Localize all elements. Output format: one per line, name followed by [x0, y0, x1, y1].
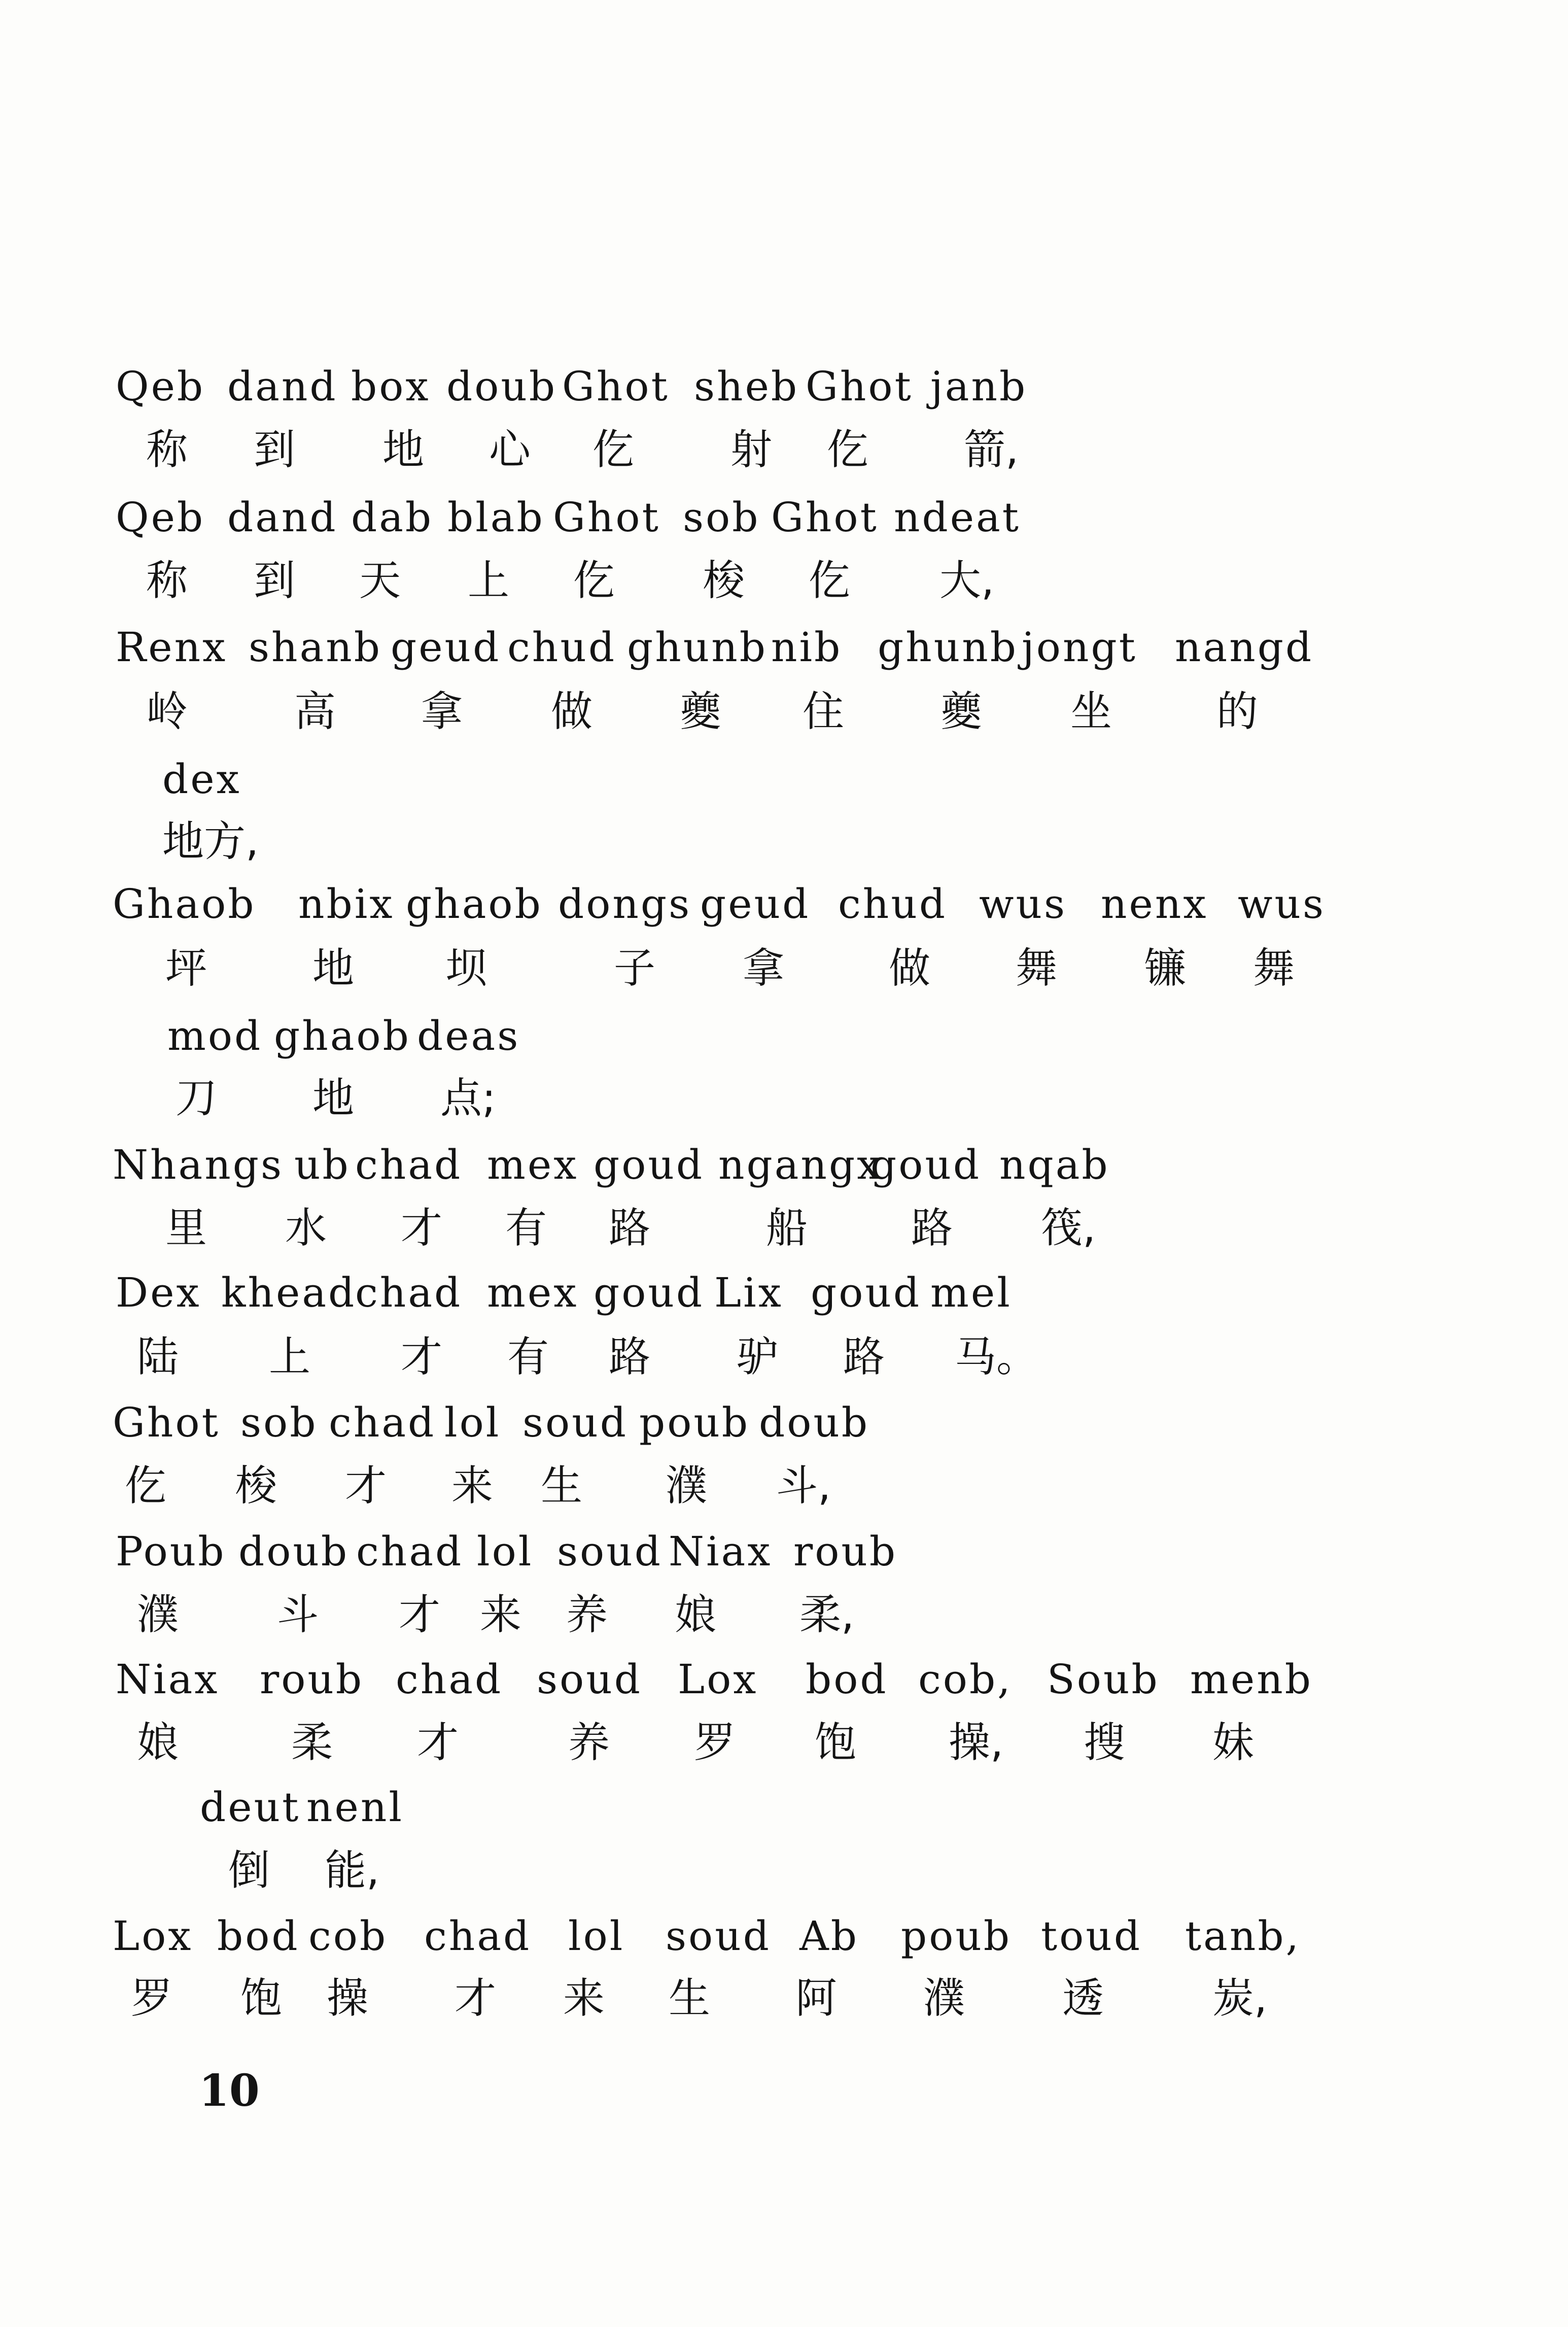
chinese-gloss-word: 濮 — [923, 1974, 965, 2023]
romanized-word: cob, — [918, 1656, 1013, 1703]
romanized-word: Renx — [116, 624, 228, 671]
chinese-gloss-word: 能, — [325, 1846, 380, 1895]
chinese-gloss-word: 娘 — [675, 1591, 717, 1639]
romanized-word: ngangx — [718, 1141, 882, 1188]
chinese-gloss-word: 到 — [254, 426, 296, 474]
chinese-gloss-word: 罗 — [131, 1974, 173, 2023]
chinese-gloss-word: 上 — [468, 557, 510, 605]
romanized-word: mod — [167, 1012, 263, 1059]
chinese-gloss-word: 水 — [285, 1204, 327, 1252]
chinese-gloss-word: 仡 — [827, 426, 869, 474]
chinese-gloss-word: 养 — [568, 1719, 610, 1767]
romanized-word: Niax — [116, 1656, 220, 1703]
romanized-word: nangd — [1175, 624, 1314, 671]
chinese-gloss-word: 拿 — [421, 688, 463, 736]
romanized-word: chad — [355, 1269, 463, 1316]
romanized-word: ub — [294, 1141, 351, 1188]
romanized-word: mel — [930, 1269, 1012, 1316]
romanized-word: nenx — [1101, 880, 1208, 928]
chinese-gloss-word: 称 — [146, 426, 188, 474]
romanized-word: sob — [240, 1399, 318, 1446]
romanized-word: nenl — [306, 1784, 404, 1831]
romanized-word: roub — [260, 1656, 364, 1703]
romanized-word: Dex — [116, 1269, 201, 1316]
chinese-gloss-word: 陆 — [137, 1333, 179, 1381]
romanized-word: toud — [1041, 1912, 1142, 1960]
chinese-gloss-word: 饱 — [240, 1974, 283, 2023]
romanized-word: menb — [1190, 1656, 1313, 1703]
romanized-word: chad — [329, 1399, 436, 1446]
chinese-gloss-word: 斗 — [277, 1591, 319, 1639]
romanized-word: dex — [162, 756, 241, 803]
chinese-gloss-word: 濮 — [137, 1591, 179, 1639]
romanized-word: Qeb — [116, 494, 205, 541]
chinese-gloss-word: 操 — [327, 1974, 369, 2023]
romanized-word: goud — [870, 1141, 982, 1188]
romanized-word: soud — [522, 1399, 628, 1446]
chinese-gloss-word: 倒 — [228, 1846, 270, 1895]
romanized-word: Ghot — [806, 363, 913, 410]
chinese-gloss-word: 阿 — [795, 1974, 838, 2023]
chinese-gloss-word: 射 — [730, 426, 773, 474]
romanized-word: poub — [901, 1912, 1012, 1960]
romanized-word: soud — [557, 1528, 663, 1575]
romanized-word: Poub — [116, 1528, 226, 1575]
romanized-word: soud — [537, 1656, 642, 1703]
chinese-gloss-word: 筏, — [1041, 1204, 1096, 1252]
romanized-word: Nhangs — [113, 1141, 284, 1188]
romanized-word: janb — [930, 363, 1028, 410]
chinese-gloss-word: 岭 — [146, 688, 188, 736]
romanized-word: ghunb — [878, 624, 1018, 671]
romanized-word: mex — [487, 1269, 579, 1316]
chinese-gloss-word: 心 — [489, 426, 531, 474]
chinese-gloss-word: 炭, — [1212, 1974, 1268, 2023]
chinese-gloss-word: 柔, — [799, 1591, 855, 1639]
chinese-gloss-word: 才 — [345, 1462, 387, 1510]
chinese-gloss-word: 高 — [294, 688, 336, 736]
chinese-gloss-word: 天 — [359, 557, 401, 605]
chinese-gloss-word: 坪 — [165, 944, 207, 993]
chinese-gloss-word: 来 — [480, 1591, 522, 1639]
romanized-word: sob — [683, 494, 760, 541]
romanized-word: dand — [227, 494, 338, 541]
romanized-word: blab — [447, 494, 545, 541]
chinese-gloss-word: 才 — [417, 1719, 459, 1767]
chinese-gloss-word: 仡 — [573, 557, 615, 605]
chinese-gloss-word: 仡 — [809, 557, 851, 605]
romanized-word: Lix — [714, 1269, 783, 1316]
chinese-gloss-line — [0, 1974, 1568, 2069]
romanized-word: goud — [594, 1141, 705, 1188]
romanized-word: goud — [811, 1269, 922, 1316]
romanized-word: chud — [507, 624, 617, 671]
romanized-word: nqab — [999, 1141, 1110, 1188]
chinese-gloss-word: 做 — [889, 944, 931, 993]
romanized-word: Ghaob — [113, 880, 256, 928]
romanized-word: sheb — [694, 363, 799, 410]
chinese-gloss-word: 拿 — [743, 944, 785, 993]
romanized-word: Niax — [669, 1528, 773, 1575]
chinese-gloss-word: 镰 — [1144, 944, 1187, 993]
chinese-gloss-word: 操, — [949, 1719, 1004, 1767]
chinese-gloss-word: 的 — [1216, 688, 1259, 736]
romanized-word: wus — [979, 880, 1067, 928]
romanized-word: chad — [355, 1141, 463, 1188]
chinese-gloss-word: 妹 — [1212, 1719, 1255, 1767]
romanized-word: Lox — [678, 1656, 758, 1703]
chinese-gloss-word: 到 — [254, 557, 296, 605]
romanized-word: ndeat — [894, 494, 1021, 541]
chinese-gloss-word: 柔 — [291, 1719, 333, 1767]
romanized-word: mex — [487, 1141, 579, 1188]
chinese-gloss-word: 住 — [803, 688, 845, 736]
chinese-gloss-word: 地 — [382, 426, 425, 474]
chinese-gloss-word: 驴 — [737, 1333, 779, 1381]
chinese-gloss-word: 船 — [766, 1204, 808, 1252]
romanized-word: geud — [700, 880, 811, 928]
romanized-word: ghaob — [406, 880, 543, 928]
chinese-gloss-word: 路 — [843, 1333, 885, 1381]
romanized-word: lol — [477, 1528, 534, 1575]
chinese-gloss-word: 子 — [614, 944, 656, 993]
romanized-word: Lox — [113, 1912, 193, 1960]
romanized-word: nib — [771, 624, 843, 671]
chinese-gloss-word: 箭, — [964, 426, 1019, 474]
romanized-word: ghunb — [627, 624, 768, 671]
romanized-word: shanb — [249, 624, 382, 671]
chinese-gloss-word: 来 — [563, 1974, 605, 2023]
romanized-word: cob — [308, 1912, 388, 1960]
romanized-word: chad — [396, 1656, 503, 1703]
chinese-gloss-word: 有 — [505, 1204, 547, 1252]
chinese-gloss-word: 上 — [269, 1333, 311, 1381]
page-number: 10 — [199, 2065, 260, 2116]
chinese-gloss-word: 搜 — [1084, 1719, 1126, 1767]
chinese-gloss-word: 生 — [669, 1974, 711, 2023]
romanized-word: bod — [806, 1656, 888, 1703]
romanized-word: deut — [200, 1784, 301, 1831]
romanized-word: wus — [1238, 880, 1326, 928]
chinese-gloss-word: 刀 — [176, 1074, 218, 1122]
chinese-gloss-word: 才 — [401, 1333, 443, 1381]
chinese-gloss-word: 马。 — [955, 1333, 1038, 1381]
romanized-word: Ghot — [553, 494, 660, 541]
romanized-word: roub — [793, 1528, 898, 1575]
chinese-gloss-word: 夔 — [940, 688, 983, 736]
romanized-word: doub — [759, 1399, 870, 1446]
chinese-gloss-word: 来 — [451, 1462, 494, 1510]
chinese-gloss-word: 点; — [440, 1074, 496, 1122]
romanized-word: Ghot — [771, 494, 879, 541]
chinese-gloss-word: 仡 — [593, 426, 635, 474]
chinese-gloss-word: 称 — [146, 557, 188, 605]
chinese-gloss-word: 梭 — [235, 1462, 277, 1510]
romanized-word: chad — [424, 1912, 532, 1960]
chinese-gloss-word: 才 — [399, 1591, 441, 1639]
romanized-word: Ghot — [562, 363, 670, 410]
romanized-word: lol — [568, 1912, 625, 1960]
romanized-word: poub — [639, 1399, 750, 1446]
romanized-word: soud — [666, 1912, 771, 1960]
romanized-word: dab — [351, 494, 434, 541]
chinese-gloss-word: 大, — [939, 557, 995, 605]
chinese-gloss-word: 路 — [609, 1204, 651, 1252]
chinese-gloss-word: 生 — [541, 1462, 583, 1510]
chinese-gloss-word: 饱 — [815, 1719, 857, 1767]
romanized-word: chud — [838, 880, 948, 928]
chinese-gloss-word: 地方, — [162, 817, 259, 866]
chinese-gloss-word: 养 — [566, 1591, 608, 1639]
chinese-gloss-word: 地 — [312, 944, 355, 993]
chinese-gloss-word: 路 — [911, 1204, 953, 1252]
chinese-gloss-word: 斗, — [776, 1462, 831, 1510]
romanized-word: Soub — [1047, 1656, 1160, 1703]
chinese-gloss-word: 娘 — [137, 1719, 179, 1767]
chinese-gloss-word: 里 — [165, 1204, 207, 1252]
romanized-word: Ab — [799, 1912, 859, 1960]
chinese-gloss-word: 地 — [312, 1074, 355, 1122]
romanized-word: khead — [221, 1269, 357, 1316]
chinese-gloss-word: 罗 — [694, 1719, 736, 1767]
chinese-gloss-word: 濮 — [666, 1462, 708, 1510]
romanized-word: jongt — [1022, 624, 1137, 671]
romanized-word: doub — [238, 1528, 350, 1575]
chinese-gloss-word: 路 — [609, 1333, 651, 1381]
chinese-gloss-word: 做 — [551, 688, 593, 736]
romanized-word: dongs — [558, 880, 692, 928]
chinese-gloss-word: 梭 — [703, 557, 745, 605]
romanized-word: dand — [227, 363, 338, 410]
romanized-word: ghaob — [274, 1012, 411, 1059]
chinese-gloss-word: 坐 — [1070, 688, 1112, 736]
romanized-word: doub — [446, 363, 557, 410]
romanized-word: tanb, — [1185, 1912, 1301, 1960]
chinese-gloss-word: 透 — [1062, 1974, 1104, 2023]
chinese-gloss-word: 舞 — [1253, 944, 1295, 993]
romanized-word: chad — [356, 1528, 464, 1575]
romanized-word: goud — [594, 1269, 705, 1316]
romanized-word: geud — [391, 624, 501, 671]
romanized-word: lol — [444, 1399, 501, 1446]
chinese-gloss-word: 仡 — [125, 1462, 167, 1510]
romanized-word: deas — [417, 1012, 520, 1059]
chinese-gloss-word: 夔 — [680, 688, 722, 736]
romanized-word: Ghot — [113, 1399, 220, 1446]
romanized-word: bod — [217, 1912, 300, 1960]
chinese-gloss-word: 有 — [507, 1333, 549, 1381]
chinese-gloss-word: 舞 — [1016, 944, 1058, 993]
chinese-gloss-word: 坝 — [445, 944, 487, 993]
romanized-word: nbix — [298, 880, 395, 928]
chinese-gloss-word: 才 — [401, 1204, 443, 1252]
chinese-gloss-word: 才 — [455, 1974, 497, 2023]
romanized-word: Qeb — [116, 363, 205, 410]
romanized-word: box — [351, 363, 431, 410]
